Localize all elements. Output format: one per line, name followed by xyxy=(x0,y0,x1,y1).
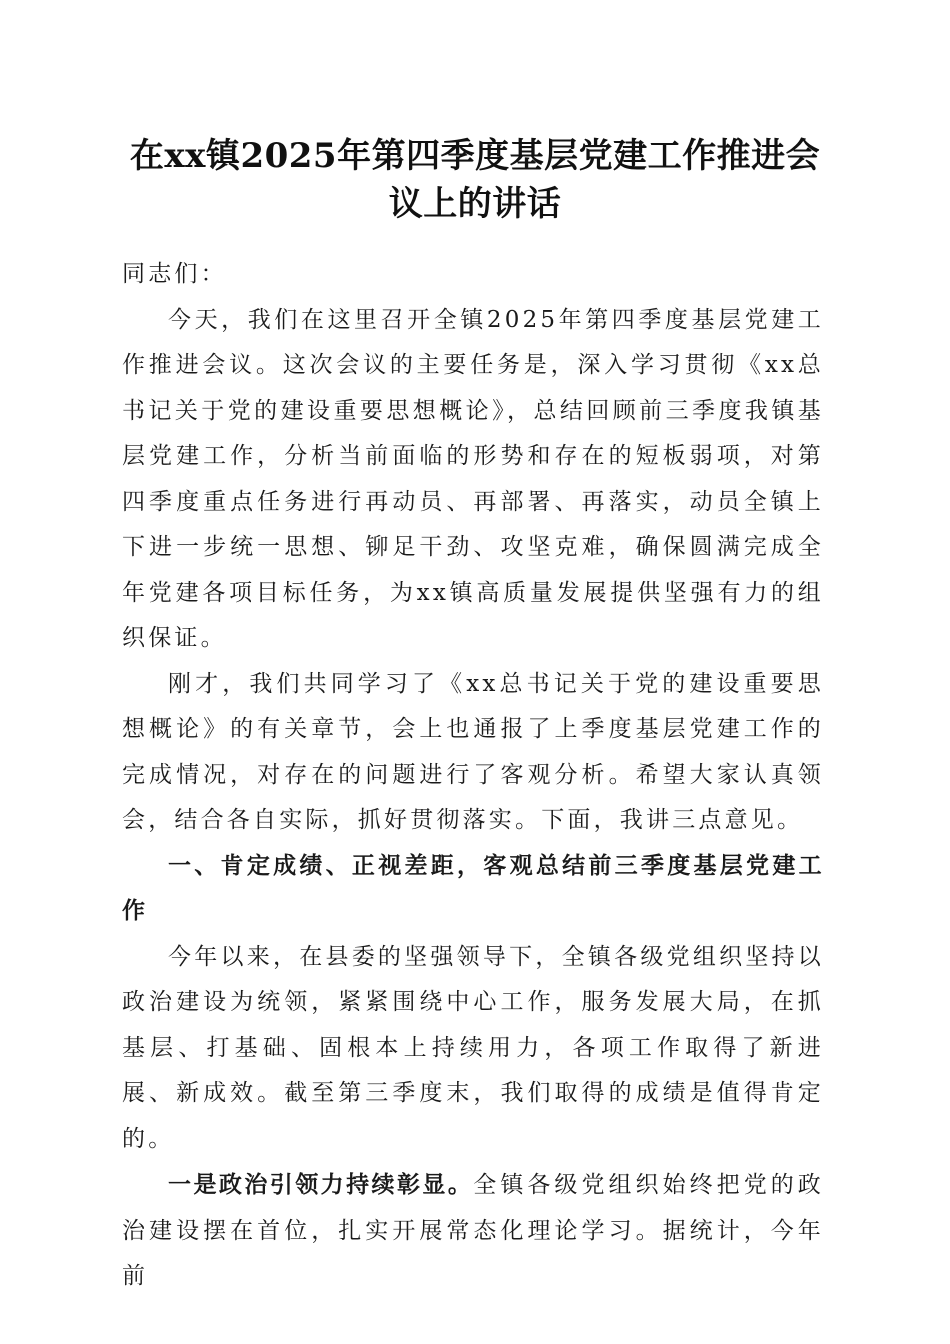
paragraph-political-leadership xyxy=(122,1162,824,1300)
paragraph-achievements: 今年以来，在县委的坚强领导下，全镇各级党组织坚持以政治建设为统领，紧紧围绕中心工作，服务发展大局，在抓基层、打基础、固根本上持续用力，各项工作取得了新进展、新成效。截至第三季度末，我们取得的成绩是值得肯定的。 xyxy=(122,943,824,1152)
paragraph-lead-phrase: 一是政治引领力持续彰显。 xyxy=(168,1171,474,1198)
document-title xyxy=(100,132,850,228)
title-line-1: 在xx镇2025年第四季度基层党建工作推进会 xyxy=(129,136,821,176)
paragraph-study: 刚才，我们共同学习了《xx总书记关于党的建设重要思想概论》的有关章节，会上也通报了上季度基层党建工作的完成情况，对存在的问题进行了客观分析。希望大家认真领会，结合各自实际，抓好贯彻落实。下面，我讲三点意见。 xyxy=(122,670,824,833)
document-body xyxy=(122,252,824,1300)
salutation: 同志们： xyxy=(122,261,227,287)
paragraph-continuation: 全镇各级党组织始终把党的政治建设摆在首位，扎实开展常态化理论学习。据统计，今年前 xyxy=(122,1172,824,1289)
section-heading-1: 一、肯定成绩、正视差距，客观总结前三季度基层党建工作 xyxy=(122,852,824,924)
paragraph-opening: 今天，我们在这里召开全镇2025年第四季度基层党建工作推进会议。这次会议的主要任务是，深入学习贯彻《xx总书记关于党的建设重要思想概论》，总结回顾前三季度我镇基层党建工作，分析当前面临的形势和存在的短板弱项，对第四季度重点任务进行再动员、再部署、再落实，动员全镇上下进一步统一思想、铆足干劲、攻坚克难，确保圆满完成全年党建各项目标任务，为xx镇高质量发展提供坚强有力的组织保证。 xyxy=(122,306,824,651)
title-line-2: 议上的讲话 xyxy=(388,184,562,224)
